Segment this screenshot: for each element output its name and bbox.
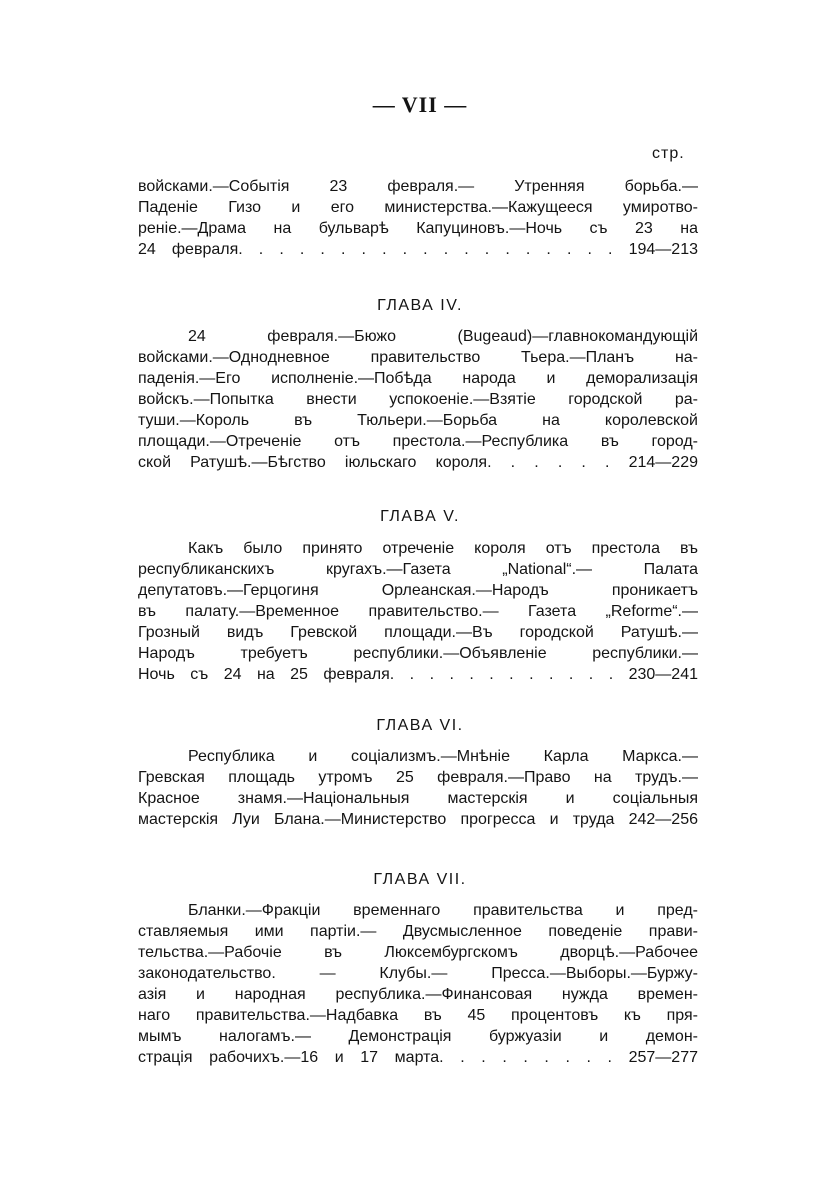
chapter-heading: ГЛАВА IV. [377, 297, 463, 314]
toc-line: Народъ требуетъ республики.—Объявленіе республики.— [138, 645, 698, 662]
toc-entry-chapter-6 [138, 746, 698, 830]
toc-line: законодательство. — Клубы.— Пресса.—Выборы.—Буржу- [138, 965, 698, 982]
toc-line: Гревская площадь утромъ 25 февраля.—Право на трудъ.— [138, 769, 698, 786]
toc-line: Паденіе Гизо и его министерства.—Кажущееся умиротво- [138, 199, 698, 216]
toc-line: республиканскихъ кругахъ.—Газета „National“.— Палата [138, 561, 698, 578]
toc-line: 24 февраля. . . . . . . . . . . . . . . . . . . 194—213 [138, 241, 698, 258]
toc-entry-continuation [138, 176, 698, 260]
toc-line: 24 февраля.—Бюжо (Bugeaud)—главнокомандующій [188, 328, 698, 345]
toc-line: Республика и соціализмъ.—Мнѣніе Карла Маркса.— [188, 748, 698, 765]
toc-line: площади.—Отреченіе отъ престола.—Республика въ город- [138, 433, 698, 450]
toc-line: страція рабочихъ.—16 и 17 марта. . . . . . . . . 257—277 [138, 1049, 698, 1066]
toc-line: азія и народная республика.—Финансовая нужда времен- [138, 986, 698, 1003]
toc-line: ской Ратушѣ.—Бѣгство іюльскаго короля. . . . . . 214—229 [138, 454, 698, 471]
toc-line: реніе.—Драма на бульварѣ Капуциновъ.—Ночь съ 23 на [138, 220, 698, 237]
page-number: — VII — [372, 92, 468, 117]
toc-line: мастерскія Луи Блана.—Министерство прогресса и труда 242—256 [138, 811, 698, 828]
chapter-heading: ГЛАВА V. [380, 508, 460, 525]
toc-line: Грозный видъ Гревской площади.—Въ городской Ратушѣ.— [138, 624, 698, 641]
toc-line: Какъ было принято отреченіе короля отъ престола въ [188, 540, 698, 557]
toc-line: туши.—Король въ Тюльери.—Борьба на королевской [138, 412, 698, 429]
pages-column-label: стр. [652, 145, 685, 162]
toc-entry-chapter-7 [138, 900, 698, 1068]
toc-line: депутатовъ.—Герцогиня Орлеанская.—Народъ проникаетъ [138, 582, 698, 599]
chapter-heading: ГЛАВА VI. [376, 717, 464, 734]
toc-line: ставляемыя ими партіи.— Двусмысленное поведеніе прави- [138, 923, 698, 940]
toc-entry-chapter-5 [138, 538, 698, 685]
toc-line: войсками.—Однодневное правительство Тьера.—Планъ на- [138, 349, 698, 366]
chapter-heading: ГЛАВА VII. [373, 871, 467, 888]
toc-line: Красное знамя.—Національныя мастерскія и соціальныя [138, 790, 698, 807]
toc-line: въ палату.—Временное правительство.— Газета „Reforme“.— [138, 603, 698, 620]
toc-line: мымъ налогамъ.— Демонстрація буржуазіи и демон- [138, 1028, 698, 1045]
toc-line: паденія.—Его исполненіе.—Побѣда народа и деморализація [138, 370, 698, 387]
toc-line: тельства.—Рабочіе въ Люксембургскомъ дворцѣ.—Рабочее [138, 944, 698, 961]
toc-line: Бланки.—Фракціи временнаго правительства и пред- [188, 902, 698, 919]
toc-entry-chapter-4 [138, 326, 698, 473]
toc-line: войсками.—Событія 23 февраля.— Утренняя борьба.— [138, 178, 698, 195]
toc-line: войскъ.—Попытка внести успокоеніе.—Взятіе городской ра- [138, 391, 698, 408]
toc-line: наго правительства.—Надбавка въ 45 процентовъ къ пря- [138, 1007, 698, 1024]
toc-line: Ночь съ 24 на 25 февраля. . . . . . . . . . . . 230—241 [138, 666, 698, 683]
